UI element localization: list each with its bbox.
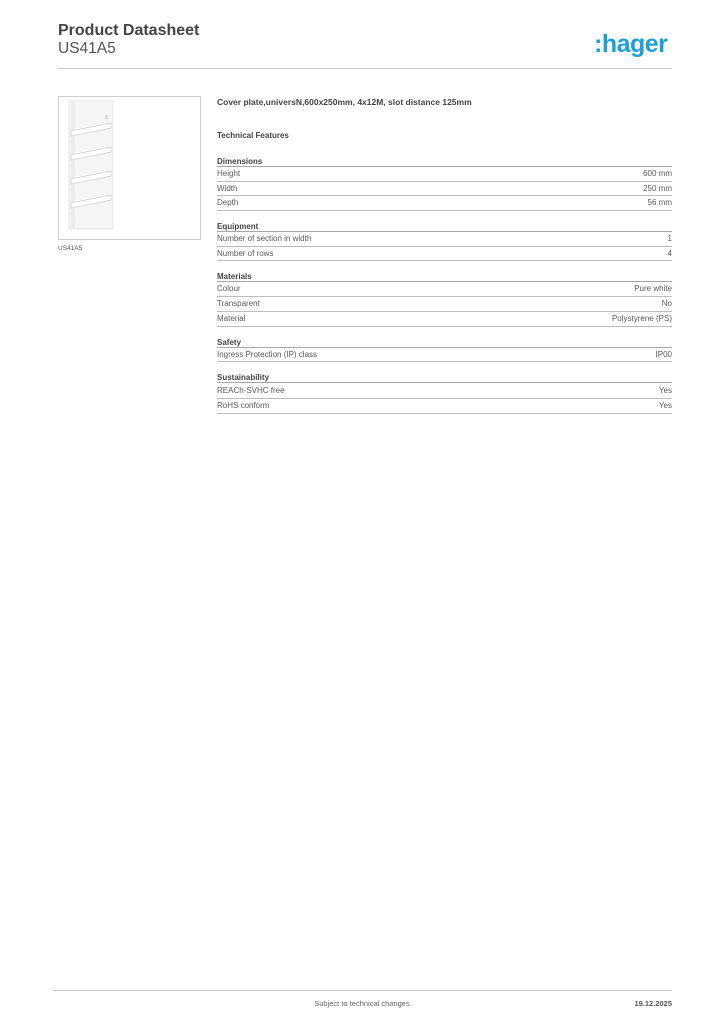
table-row bbox=[217, 282, 672, 297]
row-label: Colour bbox=[217, 284, 241, 294]
table-row bbox=[217, 232, 672, 247]
table-row bbox=[217, 384, 672, 399]
svg-text::hager: :hager bbox=[594, 30, 668, 58]
table-row bbox=[217, 167, 672, 182]
row-label: Ingress Protection (IP) class bbox=[217, 349, 318, 359]
row-label: Transparent bbox=[217, 299, 260, 309]
hager-logo bbox=[594, 30, 674, 60]
row-label: Depth bbox=[217, 198, 239, 208]
section-sustainability bbox=[217, 372, 672, 413]
header-divider bbox=[58, 68, 672, 69]
footer-note: Subject to technical changes bbox=[314, 999, 410, 1008]
page-title: Product Datasheet bbox=[58, 22, 200, 39]
product-details bbox=[217, 96, 672, 414]
row-value: Yes bbox=[658, 386, 672, 396]
cover-plate-image bbox=[59, 97, 200, 239]
row-label: Number of section in width bbox=[217, 234, 312, 244]
table-row bbox=[217, 399, 672, 414]
section-dimensions bbox=[217, 156, 672, 211]
section-safety bbox=[217, 337, 672, 363]
product-image bbox=[58, 96, 201, 240]
row-value: 250 mm bbox=[643, 183, 672, 193]
row-value: IP00 bbox=[655, 349, 672, 359]
table-row bbox=[217, 247, 672, 262]
row-label: Height bbox=[217, 169, 241, 178]
table-row bbox=[217, 182, 672, 197]
row-value: Yes bbox=[658, 400, 672, 410]
row-value: Polystyrene (PS) bbox=[611, 313, 672, 323]
table-row bbox=[217, 312, 672, 327]
table-row bbox=[217, 196, 672, 211]
footer-date: 19.12.2025 bbox=[634, 999, 672, 1008]
section-title: Dimensions bbox=[217, 156, 672, 167]
row-value: No bbox=[661, 299, 672, 309]
section-title: Equipment bbox=[217, 221, 672, 232]
row-label: RoHS conform bbox=[217, 400, 270, 410]
section-title: Safety bbox=[217, 337, 672, 348]
row-label: Material bbox=[217, 313, 246, 323]
table-row bbox=[217, 348, 672, 363]
footer-divider bbox=[53, 990, 672, 991]
row-label: Width bbox=[217, 183, 238, 193]
technical-features-heading: Technical Features bbox=[217, 131, 289, 140]
product-description: Cover plate,universN,600x250mm, 4x12M, slot distance 125mm bbox=[217, 97, 472, 107]
row-value: 4 bbox=[667, 248, 672, 258]
section-materials bbox=[217, 271, 672, 326]
section-title: Materials bbox=[217, 271, 672, 282]
section-equipment bbox=[217, 221, 672, 261]
row-value: 56 mm bbox=[647, 198, 672, 208]
table-row bbox=[217, 297, 672, 312]
section-title: Sustainability bbox=[217, 372, 672, 383]
row-value: 600 mm bbox=[643, 169, 672, 178]
product-code: US41A5 bbox=[58, 40, 116, 57]
row-label: REACh-SVHC free bbox=[217, 386, 285, 396]
row-value: Pure white bbox=[634, 284, 672, 294]
row-value: 1 bbox=[667, 234, 672, 244]
row-label: Number of rows bbox=[217, 248, 274, 258]
image-caption: US41A5 bbox=[58, 245, 83, 252]
